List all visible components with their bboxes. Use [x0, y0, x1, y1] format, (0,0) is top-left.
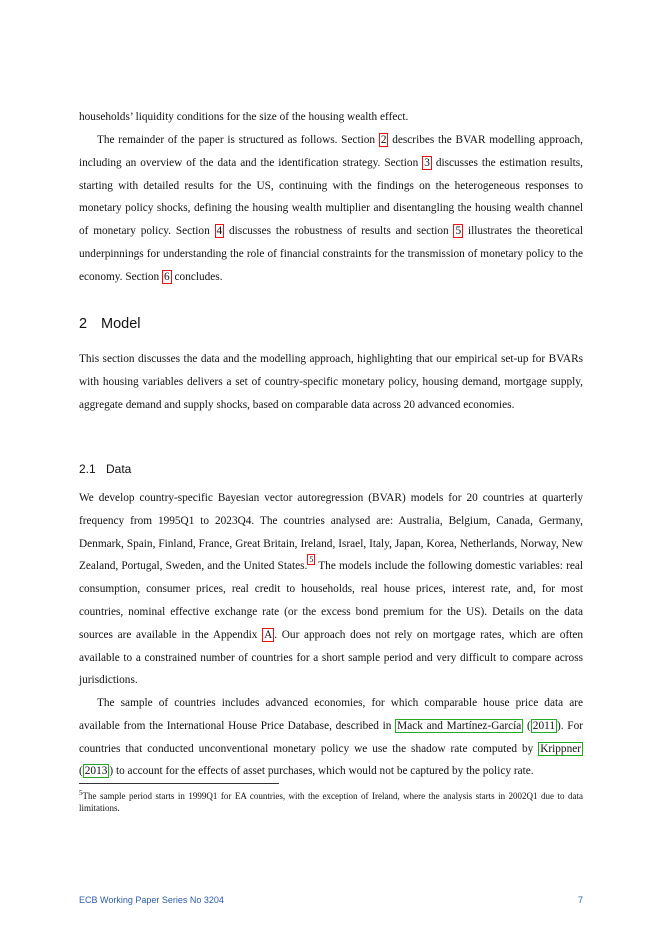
citation-mack-martinez-garcia[interactable]: Mack and Martínez-García [397, 719, 522, 732]
subsection-number: 2.1 [79, 462, 96, 476]
footnote-5-ref[interactable]: 5 [309, 555, 314, 565]
intro-paragraph-1: households’ liquidity conditions for the size of the housing wealth effect. [79, 111, 409, 123]
section-3-link[interactable]: 3 [424, 156, 430, 169]
subsection-title: Data [106, 462, 132, 476]
section-2-link[interactable]: 2 [380, 134, 387, 146]
data-paragraph-2: The sample of countries includes advanced economies, for which comparable house price data are available from the International House Price Database, described in Mack and Martínez-García ( 2011 ). For countries that conducted unconventional monetary policy we use the shadow rate computed by Krippner ( 2013 ) to account for the effects of asset purchases, which would not be captured by the policy rate. [79, 697, 583, 778]
footnote-rule [79, 783, 279, 784]
footnote-mark: 5 [79, 789, 83, 797]
section-number: 2 [79, 316, 88, 332]
section-heading-model [79, 316, 141, 332]
section-5-link[interactable]: 5 [455, 225, 462, 238]
page-footer [79, 895, 583, 905]
model-paragraph: This section discusses the data and the modelling approach, highlighting that our empirical set-up for BVARs with housing variables delivers a set of country-specific monetary policy, housing demand, mortgage supply, aggregate demand and supply shocks, based on comparable data across 20 advanced economies. [79, 353, 583, 411]
section-4-link[interactable]: 4 [216, 225, 223, 238]
citation-krippner[interactable]: Krippner [540, 742, 581, 755]
footnote-text: The sample period starts in 1999Q1 for EA countries, with the exception of Ireland, where the analysis starts in 2002Q1 due to data limitations. [79, 791, 583, 813]
section-title: Model [101, 316, 141, 332]
citation-mack-year[interactable]: 2011 [532, 719, 555, 732]
footnote-5 [79, 787, 583, 814]
data-paragraph-1: We develop country-specific Bayesian vector autoregression (BVAR) models for 20 countries at quarterly frequency from 1995Q1 to 2023Q4. The countries analysed are: Australia, Belgium, Canada, Germany, Denmark, Spain, Finland, France, Great Britain, Ireland, Israel, Italy, Japan, Korea, Netherlands, Norway, New Zealand, Portugal, Sweden, and the United States.$^5$ The models include the following domestic variables: real consumption, consumer prices, real credit to households, real house prices, interest rate, and, for most countries, nominal effective exchange rate (or the excess bond premium for the US). Details on the data sources are available in the Appendix A . Our approach does not rely on mortgage rates, which are often available to a constrained number of countries for a short sample period and very difficult to compare across jurisdictions. [79, 492, 584, 687]
intro-paragraph-2: The remainder of the paper is structured as follows. Section 2 describes the BVAR modelling approach, including an overview of the data and the identification strategy. Section 3 discusses the estimation results, starting with detailed results for the US, continuing with the findings on the heterogeneous responses to monetary policy shocks, defining the housing wealth multiplier and disentangling the housing wealth channel of monetary policy. Section 4 discusses the robustness of results and section 5 illustrates the theoretical underpinnings for understanding the role of financial constraints for the transmission of monetary policy to the economy. Section 6 concludes. [79, 134, 584, 283]
section-6-link[interactable]: 6 [164, 270, 170, 283]
appendix-a-link[interactable]: A [264, 628, 273, 641]
subsection-heading-data [79, 462, 131, 476]
citation-krippner-year[interactable]: 2013 [84, 765, 108, 778]
footer-series: ECB Working Paper Series No 3204 [79, 895, 224, 905]
page-number: 7 [577, 895, 583, 905]
